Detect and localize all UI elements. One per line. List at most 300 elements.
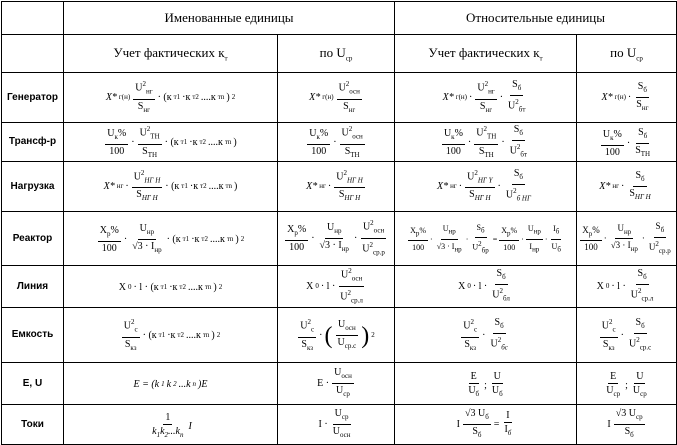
formula-cell: X* г(н) · $U^2_{нг}$ $S_{нг}$ · $S_б$ $U^2_{бт}$ — [395, 73, 577, 123]
formula-sub: осн — [352, 132, 363, 141]
header-label: по U — [610, 44, 637, 60]
row-label-line: Линия — [2, 265, 64, 307]
formula-sub: б — [660, 225, 665, 234]
formula-cell: X* нг · $U^2_{НГ Y}$ $S_{НГ Н}$ · $S_б$ $U^2_{б НГ}$ — [395, 161, 577, 211]
formula-text: U — [337, 337, 345, 348]
formula-text: X* — [309, 91, 321, 103]
table-row — [2, 362, 677, 404]
formula-cell — [278, 362, 395, 404]
formula-text: S — [635, 144, 641, 156]
formula-sub: нг — [143, 105, 150, 114]
formula-sub: нр — [532, 245, 540, 254]
formula-sub: к — [316, 133, 320, 141]
formula-sup: 2 — [142, 80, 146, 89]
formula-sub: ср — [613, 390, 621, 399]
formula-sup: 2 — [484, 80, 489, 89]
formula-sub: с — [134, 325, 138, 334]
formula-text: S — [464, 338, 470, 350]
formula-sub: б — [485, 412, 489, 421]
header-relative-units: Относительные единицы — [395, 2, 677, 35]
formula-sub: ср.р — [658, 246, 671, 255]
formula-text: % — [592, 224, 600, 235]
formula-text: U — [551, 241, 558, 251]
formula-text: ) — [235, 234, 239, 246]
formula-text: % — [319, 128, 329, 139]
formula-sup: 2 — [140, 169, 145, 177]
formula-text: U — [135, 82, 143, 94]
formula-text: E = (k — [133, 379, 160, 391]
formula-cell: $U^2_с$ $S_{кз}$ · $S_б$ $U^2_{ср.с}$ — [577, 307, 677, 362]
formula-text: X — [410, 225, 416, 235]
formula-text: U — [491, 385, 500, 397]
formula-text: X* — [437, 180, 449, 192]
formula-text: S — [343, 100, 349, 112]
header-named-units: Именованные единицы — [64, 2, 395, 35]
formula-cell — [395, 265, 577, 307]
formula-sub: нг — [488, 87, 495, 96]
formula-text: k — [160, 426, 165, 438]
formula-cell: $U_к\%$ 100 · $U^2_{TH}$ $S_{TH}$ · (к т1 ·к т2 ....к тn ) — [64, 123, 278, 162]
formula-text: U — [509, 145, 517, 157]
formula-text: U — [341, 127, 349, 139]
formula-text: · (к — [166, 234, 181, 246]
formula-sub: нр — [533, 227, 541, 236]
formula-cell — [577, 362, 677, 404]
formula-text: X — [501, 225, 507, 235]
formula-sub: с — [612, 325, 616, 334]
formula-sub: б — [643, 131, 648, 140]
formula-cell — [64, 265, 278, 307]
formula-sup: 2 — [307, 318, 312, 327]
formula-text: 1 — [165, 412, 171, 424]
formula-sub: б — [643, 86, 647, 94]
formula-text: X* — [105, 91, 117, 103]
formula-text: E — [470, 371, 477, 383]
formula-sub: тn — [226, 235, 234, 244]
formula-sub: n — [180, 431, 184, 440]
formula-cell — [278, 265, 395, 307]
formula-text: S — [635, 317, 642, 329]
paren-open: ( — [324, 322, 333, 349]
formula-sub: т1 — [173, 92, 181, 101]
formula-text: U — [326, 221, 335, 233]
formula-sup: 2 — [371, 331, 375, 339]
formula-sub: тn — [225, 181, 233, 190]
formula-text: I — [456, 418, 461, 430]
formula-text: U — [648, 241, 656, 252]
formula-text: % — [454, 128, 463, 139]
formula-sub: к — [451, 133, 455, 141]
formula-text: ....к — [209, 234, 225, 246]
formula-sub: TH — [350, 150, 360, 159]
formula-sub: б — [517, 84, 522, 93]
formula-text: 100 — [445, 146, 461, 157]
formula-text: % — [510, 225, 518, 235]
formula-sub: с — [474, 325, 478, 334]
formula-sub: б — [502, 273, 506, 281]
formula-text: S — [513, 124, 520, 136]
formula-sup: 2 — [497, 336, 502, 345]
formula-text: )E — [198, 379, 208, 391]
formula-text: U — [139, 223, 147, 235]
formula-text: U — [309, 128, 317, 139]
formula-sub: TH — [150, 132, 160, 141]
table-row — [2, 211, 677, 265]
formula-text: U — [490, 338, 498, 350]
formula-sub: б — [555, 227, 560, 236]
formula-text: U — [493, 371, 501, 383]
formula-sub: осн — [341, 371, 352, 380]
formula-text: S — [629, 187, 635, 199]
header-sub: т — [224, 54, 228, 63]
formula-text: · l · — [320, 280, 336, 292]
formula-cell — [64, 404, 278, 444]
formula-sub: ср — [343, 389, 350, 398]
formula-sub: т2 — [192, 92, 199, 101]
formula-cell — [278, 404, 395, 444]
formula-cell — [577, 404, 677, 444]
formula-text: U — [300, 320, 308, 332]
formula-sub: нр — [334, 226, 342, 235]
formula-text: I — [506, 409, 510, 421]
formula-sub: г(н) — [322, 92, 334, 101]
formula-cell: X* нг · $U^2_{НГ Н}$ $S_{НГ Н}$ — [278, 161, 395, 211]
formula-sub: TH — [640, 149, 651, 158]
formula-text: ·к — [182, 91, 191, 103]
formula-sub: НГ Н — [474, 194, 491, 203]
formula-text: X — [306, 280, 314, 292]
formula-text: · (к — [164, 137, 179, 148]
formula-text: √3 · I — [132, 241, 155, 253]
formula-sub: т2 — [179, 283, 186, 292]
formula-text: √3 · I — [610, 240, 631, 251]
formula-sub: б — [519, 129, 523, 138]
formula-cell: $X_р\%$ 100 · $U_{нр}$ $√3 \cdot I_{нр}$ · $S_б$ $U^2_{бр}$ = $X_р\%$ 100 · $U_{нр}$ $I_{нр}$ · $I_б$ $U_б$ — [395, 211, 577, 265]
formula-text: k — [152, 426, 157, 438]
formula-text: ....к — [208, 137, 223, 148]
formula-sub: т1 — [160, 283, 168, 292]
formula-text: 100 — [311, 146, 327, 157]
formula-text: I — [607, 418, 611, 430]
formula-cell: $U^2_с$ $S_{кз}$ · ( $U_{осн}$ $U_{ср.с}$ ) 2 — [278, 307, 395, 362]
row-label-eu: E, U — [2, 362, 64, 404]
formula-sup: 2 — [369, 240, 374, 249]
table-row — [2, 265, 677, 307]
formula-sub: ср.л — [641, 294, 654, 303]
table-row — [2, 161, 677, 211]
formula-sub: осн — [339, 430, 351, 439]
formula-text: U — [472, 242, 479, 252]
formula-sub: б — [477, 430, 482, 439]
formula-sub: б — [557, 245, 561, 254]
formula-sub: кз — [306, 343, 314, 352]
formula-sub: нг — [450, 181, 457, 190]
formula-sub: т1 — [158, 331, 166, 339]
header-sub: т — [539, 54, 543, 63]
formula-sub: г(н) — [455, 92, 467, 101]
paren-close: ) — [361, 322, 370, 349]
formula-sub: кз — [130, 343, 137, 352]
formula-sup: 2 — [609, 318, 613, 327]
corner-cell-2 — [2, 35, 64, 73]
formula-sub: тn — [204, 283, 212, 292]
formula-text: U — [340, 269, 349, 281]
formula-text: ...k — [178, 379, 191, 391]
formula-text: E · — [317, 377, 330, 389]
formula-text: S — [476, 222, 481, 232]
formula-sup: 2 — [499, 287, 504, 295]
formula-sub: с — [311, 325, 315, 334]
formula-text: U — [476, 127, 484, 139]
row-label-capacitance: Емкость — [2, 307, 64, 362]
formula-cell — [577, 265, 677, 307]
formula-text: S — [637, 81, 644, 92]
formula-sup: 2 — [347, 288, 352, 297]
formula-text: 100 — [289, 241, 305, 253]
formula-text: ) — [233, 137, 237, 148]
formula-text: 100 — [503, 243, 516, 253]
formula-cell: X* нг · $S_б$ $S_{НГ Н}$ — [577, 161, 677, 211]
formula-sub: бт — [518, 105, 526, 114]
formula-sub: т2 — [200, 181, 207, 190]
formula-sub: б — [500, 322, 504, 331]
formula-text: U — [606, 385, 614, 397]
formula-sub: т1 — [181, 181, 188, 190]
formula-sub: нр — [623, 227, 632, 236]
formula-sub: бр — [481, 246, 489, 255]
formula-text: I — [188, 421, 192, 433]
formula-sub: т2 — [199, 138, 206, 146]
formula-text: U — [468, 385, 476, 397]
formula-sub: TH — [484, 150, 494, 159]
formula-text: S — [124, 338, 131, 350]
formula-text: S — [472, 425, 478, 437]
formula-text: U — [632, 385, 641, 397]
formula-sub: нг — [348, 105, 356, 114]
formula-sub: нг — [612, 181, 619, 190]
formula-sub: нг — [116, 181, 124, 190]
formula-text: · l · — [611, 280, 626, 292]
formula-text: ....к — [200, 91, 216, 103]
formula-sup: 2 — [483, 125, 487, 134]
formula-text: U — [332, 425, 340, 437]
formula-sub: б — [507, 428, 512, 437]
formula-sub: тn — [202, 331, 210, 339]
formula-cell: X* нг · $U^2_{НГ Н}$ $S_{НГ Н}$ · (к т1 ·к т2 ....к тn ) — [64, 161, 278, 211]
header-label: Учет фактических к — [428, 44, 540, 60]
row-label-reactor: Реактор — [2, 211, 64, 265]
formula-text: 100 — [412, 243, 425, 253]
formula-cell — [395, 362, 577, 404]
formula-text: S — [655, 221, 661, 232]
formula-text: = — [492, 234, 498, 244]
formula-text: U — [133, 171, 141, 183]
formula-sub: ср — [635, 412, 643, 421]
formula-sub: НГ Н — [634, 192, 651, 201]
header-label: по U — [319, 44, 346, 60]
formula-sub: р — [507, 229, 511, 238]
formula-text: ....к — [185, 330, 201, 341]
formula-sub: n — [192, 380, 197, 389]
formula-text: S — [136, 189, 142, 201]
header-relative-by-ucp — [577, 35, 677, 73]
formula-text: X — [287, 223, 295, 235]
formula-sub: 0 — [467, 281, 471, 290]
formula-text: U — [602, 128, 611, 140]
table-row — [2, 307, 677, 362]
formula-text: S — [636, 99, 642, 110]
formula-text: X* — [306, 180, 318, 192]
formula-text: S — [496, 268, 503, 279]
header-label: Учет фактических к — [113, 44, 225, 60]
formula-text: U — [601, 320, 610, 332]
formula-sub: ср.л — [351, 296, 363, 304]
formula-text: U — [508, 100, 516, 112]
formula-sub: TH — [487, 132, 497, 141]
formula-sub: 0 — [315, 281, 319, 290]
formula-sub: тn — [224, 138, 232, 146]
formula-text: U — [338, 82, 346, 94]
formula-text: 100 — [584, 242, 598, 253]
formula-text: U — [340, 291, 348, 302]
formula-text: ....к — [187, 282, 203, 294]
formula-text: I — [504, 423, 508, 435]
formula-text: E — [610, 371, 617, 383]
formula-sup: 2 — [513, 187, 517, 195]
formula-sub: 2 — [173, 380, 177, 389]
formula-text: U — [442, 224, 449, 234]
formula-text: U — [336, 171, 344, 183]
formula-sub: б — [519, 173, 523, 181]
formula-text: U — [617, 222, 624, 233]
formula-text: ·к — [169, 282, 178, 294]
formula-sup: 2 — [470, 318, 474, 327]
formula-sub: б НГ — [516, 194, 531, 203]
formula-sub: г(н) — [118, 92, 131, 101]
formula-text: S — [635, 169, 642, 181]
formula-text: S — [513, 168, 520, 179]
formula-sub: бл — [503, 294, 510, 303]
formula-sup: 2 — [231, 92, 236, 101]
formula-text: ) — [234, 180, 238, 192]
formula-text: ; — [484, 380, 487, 392]
formula-sub: р — [588, 229, 593, 238]
formula-text: U — [334, 366, 342, 378]
formula-sub: р — [415, 229, 420, 238]
formula-text: X — [458, 280, 466, 292]
formula-sub: НГ Н — [144, 176, 161, 185]
formula-text: k — [166, 379, 172, 391]
formula-text: U — [636, 371, 644, 383]
formula-cell: $U_к\%$ 100 · $U^2_{TH}$ $S_{TH}$ · $S_б$ $U^2_{бт}$ — [395, 123, 577, 162]
formula-text: U — [362, 243, 370, 254]
formula-text: √3 U — [615, 407, 636, 419]
formula-sup: 2 — [348, 267, 352, 276]
formula-text: U — [505, 189, 514, 201]
formula-text: U — [630, 289, 639, 301]
formula-sub: р — [294, 228, 298, 237]
formula-text: 100 — [109, 146, 125, 157]
formula-sub: кз — [469, 343, 476, 352]
formula-text: ) — [213, 282, 217, 294]
formula-sub: НГ Y — [477, 176, 493, 185]
formula-text: ·к — [167, 330, 176, 341]
formula-text: S — [624, 425, 631, 437]
formula-cell: $U_к\%$ 100 · $S_б$ $S_{TH}$ — [577, 123, 677, 162]
formula-text: · (к — [165, 180, 180, 192]
row-label-transformer: Трансф-р — [2, 123, 64, 162]
formula-text: S — [602, 338, 609, 350]
formula-cell: X* г(н) · $S_б$ $S_{нг}$ — [577, 73, 677, 123]
formula-text: ) — [226, 91, 230, 103]
formula-text: ·к — [189, 180, 199, 192]
formula-sup: 2 — [478, 240, 482, 249]
header-named-by-ucp — [278, 35, 395, 73]
table-row — [2, 404, 677, 444]
formula-sub: т1 — [182, 235, 190, 244]
formula-sub: б — [475, 390, 480, 399]
header-relative-actual-kt — [395, 35, 577, 73]
formula-sub: нр — [448, 227, 456, 236]
formula-text: S — [338, 189, 345, 201]
formula-cell — [278, 73, 395, 123]
formula-sup: 2 — [516, 143, 521, 152]
formula-sub: нг — [319, 181, 326, 190]
formula-sup: 2 — [515, 98, 519, 107]
formula-text: √3 U — [465, 407, 486, 419]
formula-cell — [64, 307, 278, 362]
formula-text: ) — [211, 330, 215, 341]
formula-sub: бт — [520, 150, 528, 159]
formula-text: · l · (к — [133, 282, 159, 294]
formula-text: X — [99, 225, 107, 237]
formula-sub: осн — [373, 226, 385, 235]
formula-sub: ср.с — [344, 342, 357, 350]
formula-cell — [64, 73, 278, 123]
formula-text: X* — [601, 92, 613, 103]
formula-text: S — [142, 145, 148, 157]
formula-sub: б — [641, 322, 645, 331]
formula-sub: 0 — [605, 281, 610, 290]
formula-text: U — [107, 128, 115, 139]
formula-text: U — [477, 82, 485, 94]
formula-text: U — [336, 384, 344, 396]
formula-cell — [395, 404, 577, 444]
formula-text: S — [637, 268, 644, 279]
formula-text: · (к — [142, 330, 157, 341]
formula-text: X — [582, 224, 589, 235]
formula-text: ·к — [191, 234, 200, 246]
formula-text: I — [529, 241, 533, 251]
formula-text: S — [344, 145, 351, 157]
formula-sup: 2 — [636, 336, 640, 345]
formula-text: S — [301, 338, 307, 350]
formula-sup: 2 — [343, 169, 347, 177]
formula-sup: 2 — [370, 219, 374, 228]
formula-text: ....к — [208, 180, 224, 192]
formula-text: U — [139, 127, 147, 139]
formula-sup: 2 — [216, 331, 221, 339]
formula-sub: нг — [641, 104, 649, 112]
formula-text: U — [334, 407, 342, 419]
formula-sub: ср.р — [373, 248, 385, 256]
formula-sub: нр — [146, 228, 155, 237]
formula-text: S — [469, 189, 475, 201]
formula-sub: нр — [454, 245, 462, 254]
formula-sup: 2 — [474, 169, 478, 177]
header-sub: ср — [345, 54, 353, 63]
formula-sub: к — [610, 133, 614, 142]
